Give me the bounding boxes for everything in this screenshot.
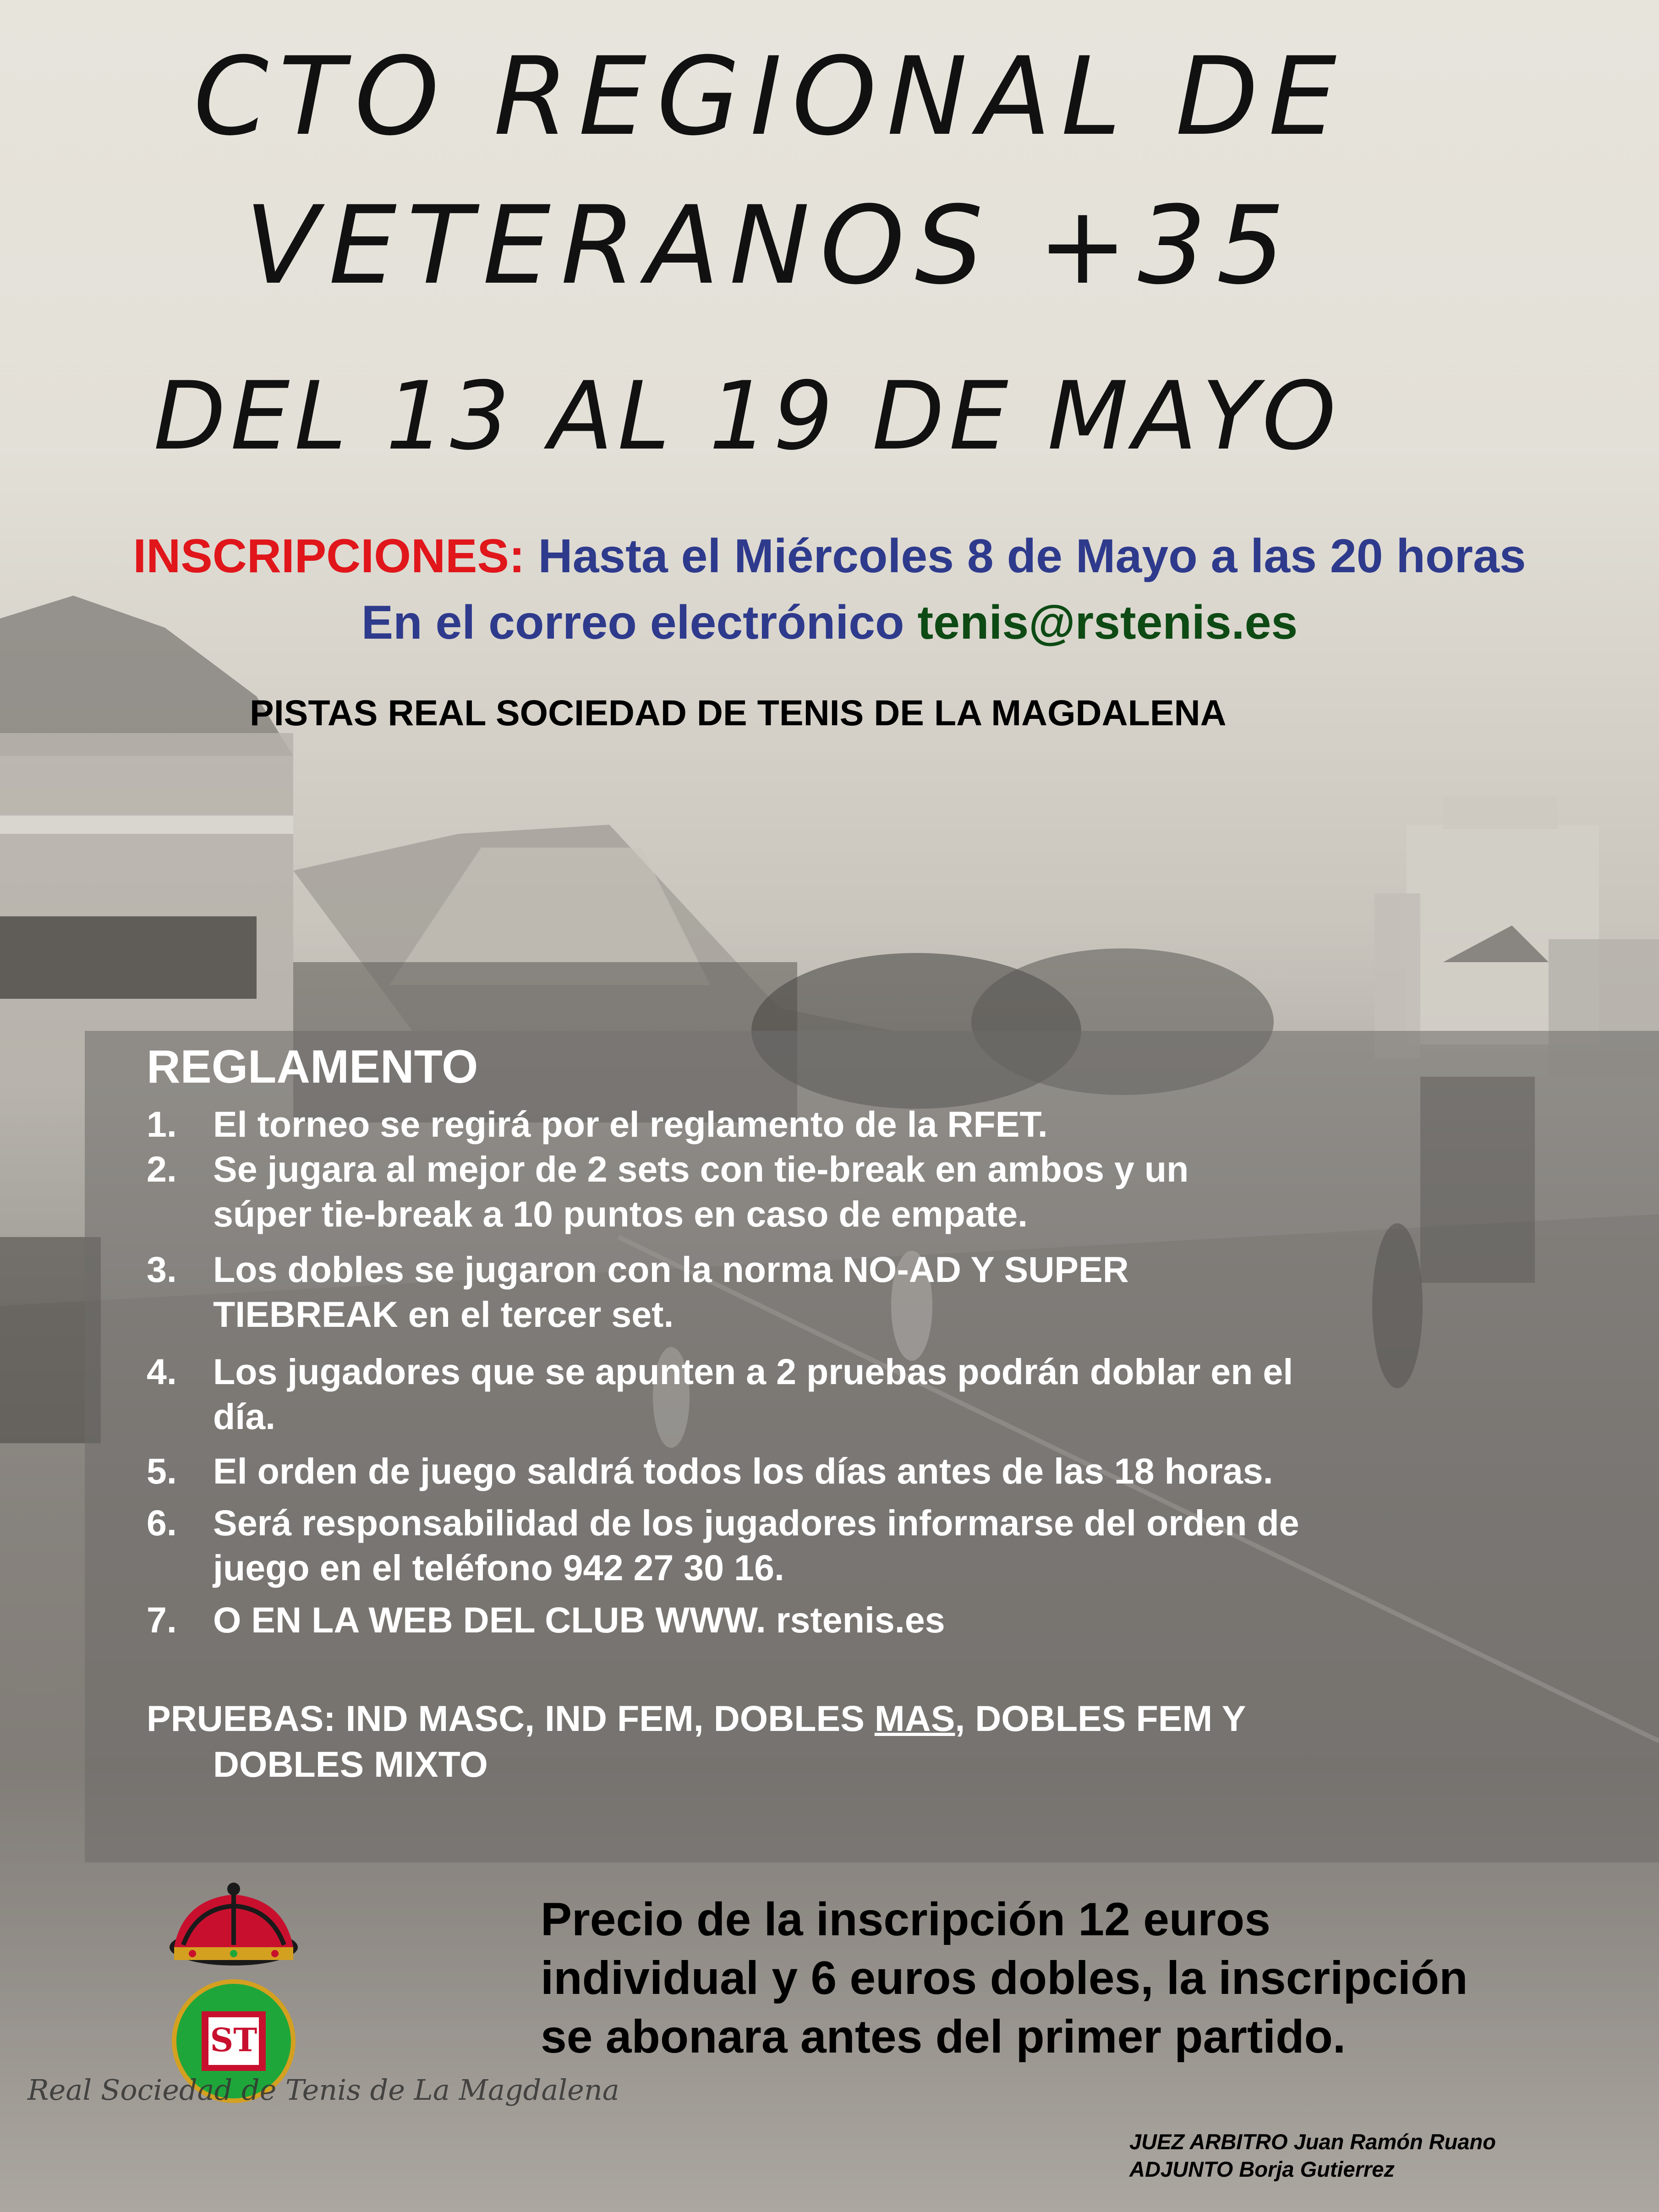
club-name-signature: Real Sociedad de Tenis de La Magdalena [27,2073,619,2107]
adjunto: ADJUNTO Borja Gutierrez [1129,2157,1395,2181]
left-building [0,733,293,1081]
pruebas-line-2: DOBLES MIXTO [213,1744,488,1785]
venue: PISTAS REAL SOCIEDAD DE TENIS DE LA MAGDALENA [250,692,1226,733]
inscripciones-line [0,529,1659,584]
rule-text: súper tie-break a 10 puntos en caso de empate. [213,1194,1028,1234]
rule-number: 7. [147,1599,177,1640]
rule-text: día. [213,1396,276,1437]
title-line-2: VETERANOS +35 [245,183,1295,308]
rule-number: 1. [147,1104,177,1144]
left-building-windows [0,916,257,999]
email-prefix: En el correo electrónico [361,596,918,649]
rule-text: Se jugara al mejor de 2 sets con tie-break en ambos y un [213,1149,1189,1189]
rule-number: 5. [147,1451,177,1491]
crown-icon [170,1883,298,1966]
rule-text: Los jugadores que se apunten a 2 pruebas podrán doblar en el [213,1351,1293,1392]
price-line: individual y 6 euros dobles, la inscripción [541,1952,1468,2004]
rule-text: O EN LA WEB DEL CLUB WWW. rstenis.es [213,1599,945,1640]
pruebas-line-1 [147,1697,1246,1740]
rst-monogram: ST [210,2021,257,2059]
email-line [0,596,1659,650]
title-dates: DEL 13 AL 19 DE MAYO [153,362,1341,471]
rule-text: Será responsabilidad de los jugadores informarse del orden de [213,1502,1299,1543]
pruebas-underlined: MAS [874,1698,955,1739]
rule-number: 4. [147,1351,177,1392]
rule-text: TIEBREAK en el tercer set. [213,1294,674,1335]
inscripciones-label: INSCRIPCIONES: [133,530,525,583]
rule-text: El orden de juego saldrá todos los días antes de las 18 horas. [213,1451,1273,1491]
email-address[interactable]: tenis@rstenis.es [917,596,1298,649]
rule-text: juego en el teléfono 942 27 30 16. [213,1547,784,1588]
price-line: Precio de la inscripción 12 euros [541,1893,1270,1945]
rule-text: Los dobles se jugaron con la norma NO-AD Y SUPER [213,1249,1129,1290]
price-line: se abonara antes del primer partido. [541,2010,1346,2063]
title-line-1: CTO REGIONAL DE [193,34,1347,159]
price-info [541,1890,1468,2066]
pruebas-text: PRUEBAS: IND MASC, IND FEM, DOBLES [147,1698,875,1739]
officials [1129,2128,1496,2183]
inscripciones-deadline: Hasta el Miércoles 8 de Mayo a las 20 horas [525,530,1526,583]
juez-arbitro: JUEZ ARBITRO Juan Ramón Ruano [1129,2130,1496,2154]
rule-number: 6. [147,1502,177,1543]
reglamento-title: REGLAMENTO [147,1040,478,1093]
rule-number: 2. [147,1149,177,1189]
rule-number: 3. [147,1249,177,1290]
pruebas-text: , DOBLES FEM Y [955,1698,1246,1739]
rule-text: El torneo se regirá por el reglamento de la RFET. [213,1104,1048,1144]
